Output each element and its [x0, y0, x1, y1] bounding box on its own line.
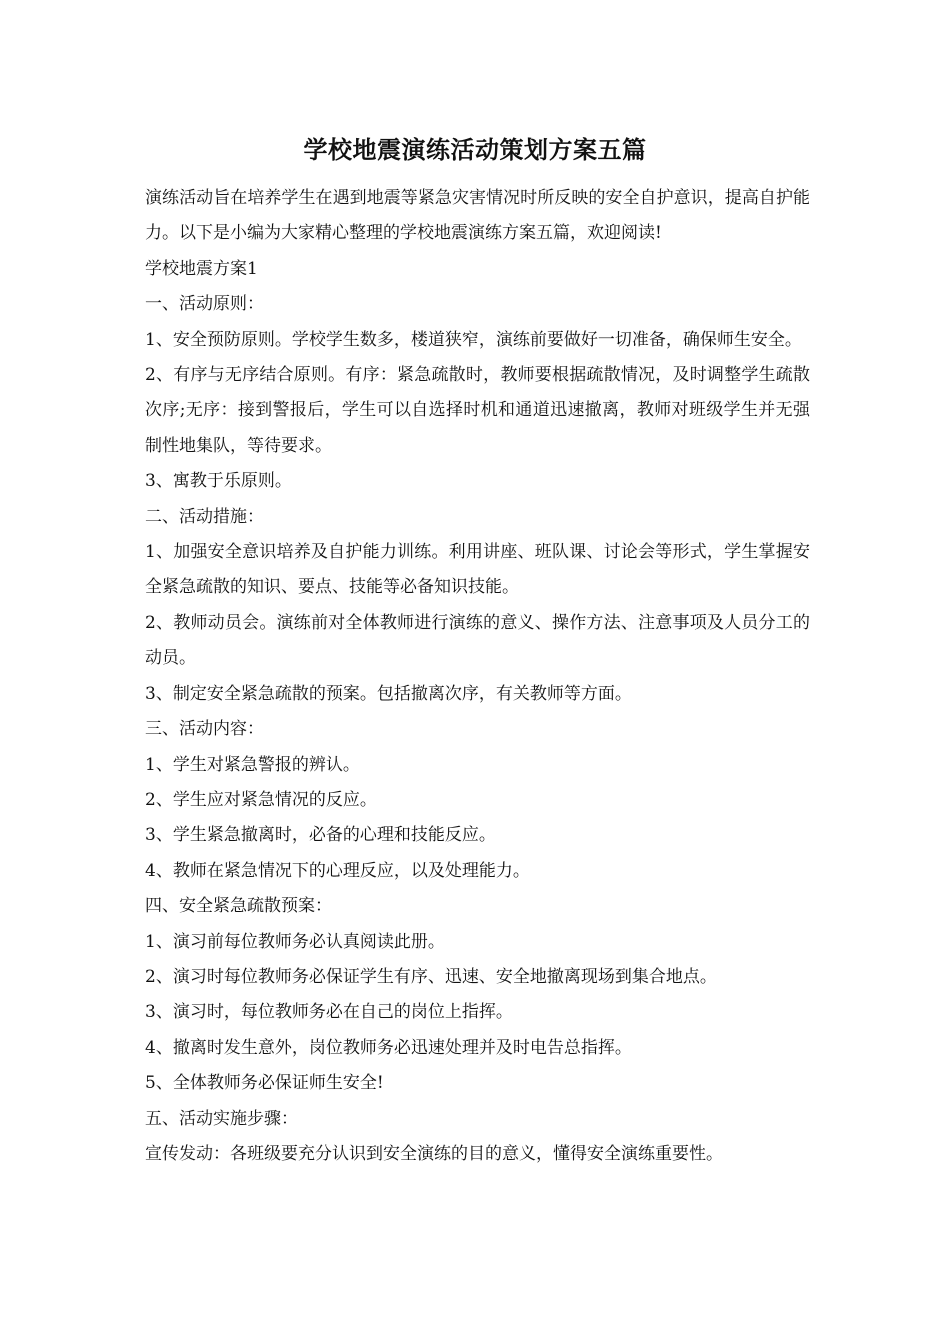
list-item: 4、教师在紧急情况下的心理反应，以及处理能力。: [145, 860, 530, 881]
list-item: 2、学生应对紧急情况的反应。: [145, 789, 377, 810]
list-item: 1、学生对紧急警报的辨认。: [145, 754, 360, 775]
list-item: 1、加强安全意识培养及自护能力训练。利用讲座、班队课、讨论会等形式，学生掌握安全紧急疏散的知识、要点、技能等必备知识技能。: [145, 542, 810, 598]
section-heading: 五、活动实施步骤：: [145, 1108, 298, 1129]
document-body: [145, 181, 810, 1172]
list-item: 3、学生紧急撤离时，必备的心理和技能反应。: [145, 825, 496, 846]
intro-paragraph: 演练活动旨在培养学生在遇到地震等紧急灾害情况时所反映的安全自护意识，提高自护能力。以下是小编为大家精心整理的学校地震演练方案五篇，欢迎阅读!: [145, 188, 810, 244]
list-item: 5、全体教师务必保证师生安全!: [145, 1073, 384, 1094]
list-item: 2、教师动员会。演练前对全体教师进行演练的意义、操作方法、注意事项及人员分工的动员。: [145, 612, 810, 669]
section-heading: 四、安全紧急疏散预案：: [145, 896, 332, 917]
list-item: 3、寓教于乐原则。: [145, 471, 292, 492]
document-title: 学校地震演练活动策划方案五篇: [303, 135, 647, 164]
section-heading: 二、活动措施：: [145, 506, 264, 527]
list-item: 2、演习时每位教师务必保证学生有序、迅速、安全地撤离现场到集合地点。: [145, 966, 717, 987]
list-item: 1、演习前每位教师务必认真阅读此册。: [145, 931, 445, 952]
section-heading: 一、活动原则：: [145, 294, 264, 315]
list-item: 3、制定安全紧急疏散的预案。包括撤离次序，有关教师等方面。: [145, 683, 632, 704]
body-paragraph: 宣传发动：各班级要充分认识到安全演练的目的意义，懂得安全演练重要性。: [145, 1143, 723, 1164]
section-heading: 三、活动内容：: [145, 719, 264, 740]
list-item: 3、演习时，每位教师务必在自己的岗位上指挥。: [145, 1002, 513, 1023]
section-heading: 学校地震方案1: [145, 258, 258, 279]
list-item: 2、有序与无序结合原则。有序：紧急疏散时，教师要根据疏散情况，及时调整学生疏散次序;无序：接到警报后，学生可以自选择时机和通道迅速撤离，教师对班级学生并无强制性地集队，等待要求。: [145, 365, 810, 456]
list-item: 4、撤离时发生意外，岗位教师务必迅速处理并及时电告总指挥。: [145, 1037, 632, 1058]
list-item: 1、安全预防原则。学校学生数多，楼道狭窄，演练前要做好一切准备，确保师生安全。: [145, 329, 802, 350]
